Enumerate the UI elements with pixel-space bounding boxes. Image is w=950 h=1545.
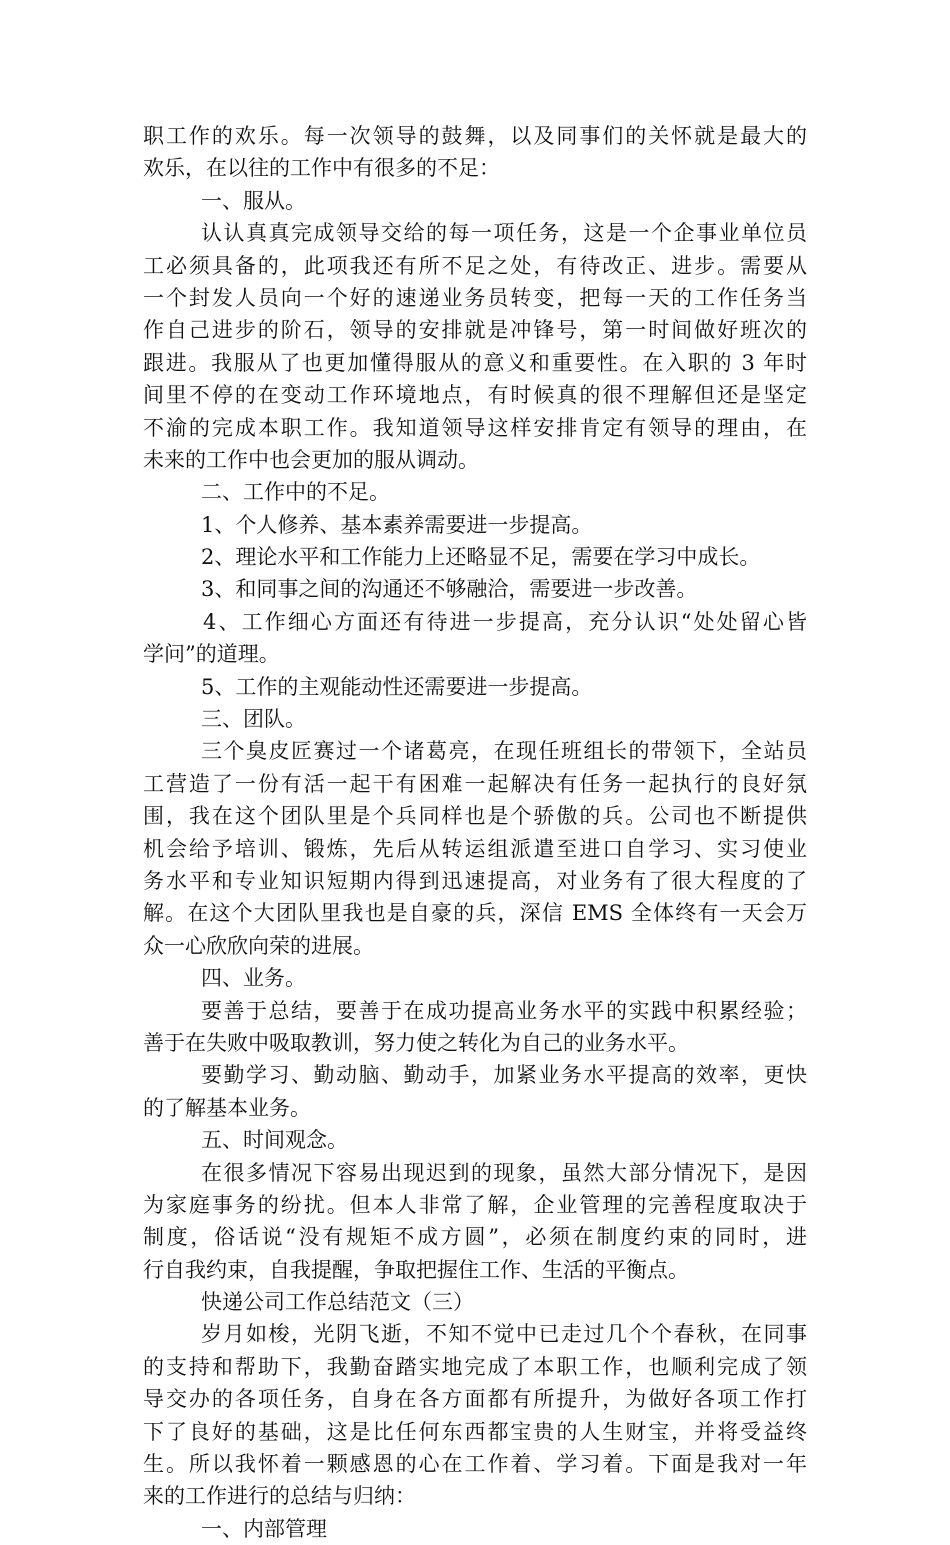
text-line: 岁月如梭，光阴飞逝，不知不觉中已走过几个个春秋，在同事 xyxy=(201,1322,807,1347)
text-line: 三个臭皮匠赛过一个诸葛亮，在现任班组长的带领下，全站员 xyxy=(201,739,807,764)
document-page xyxy=(143,120,807,1545)
text-line: 制度，俗话说“没有规矩不成方圆”，必须在制度约束的同时，进 xyxy=(143,1225,807,1250)
section-heading: 四、业务。 xyxy=(201,966,306,991)
text-line: 解。在这个大团队里我也是自豪的兵，深信 EMS 全体终有一天会万 xyxy=(143,901,807,926)
section-heading: 二、工作中的不足。 xyxy=(201,480,390,505)
section-heading: 一、内部管理 xyxy=(201,1516,327,1541)
text-line: 众一心欣欣向荣的进展。 xyxy=(143,933,374,958)
text-line: 在很多情况下容易出现迟到的现象，虽然大部分情况下，是因 xyxy=(201,1160,807,1185)
text-line: 围，我在这个团队里是个兵同样也是个骄傲的兵。公司也不断提供 xyxy=(143,804,807,829)
text-line: 间里不停的在变动工作环境地点，有时候真的很不理解但还是坚定 xyxy=(143,383,807,408)
text-line: 务水平和专业知识短期内得到迅速提高，对业务有了很大程度的了 xyxy=(143,868,807,893)
text-line: 来的工作进行的总结与归纳： xyxy=(143,1484,416,1509)
text-line: 职工作的欢乐。每一次领导的鼓舞，以及同事们的关怀就是最大的 xyxy=(143,124,807,148)
text-line: 学问”的道理。 xyxy=(143,642,280,667)
text-line: 善于在失败中吸取教训，努力使之转化为自己的业务水平。 xyxy=(143,1030,689,1055)
text-line: 导交办的各项任务，自身在各方面都有所提升，为做好各项工作打 xyxy=(143,1387,807,1412)
text-line: 欢乐，在以往的工作中有很多的不足： xyxy=(143,156,500,181)
list-item: 3、和同事之间的沟通还不够融洽，需要进一步改善。 xyxy=(201,577,698,602)
list-item: 2、理论水平和工作能力上还略显不足，需要在学习中成长。 xyxy=(201,545,761,570)
text-line: 不渝的完成本职工作。我知道领导这样安排肯定有领导的理由，在 xyxy=(143,415,807,440)
text-line: 认认真真完成领导交给的每一项任务，这是一个企事业单位员 xyxy=(201,221,807,246)
text-line: 下了良好的基础，这是比任何东西都宝贵的人生财宝，并将受益终 xyxy=(143,1419,807,1444)
text-line: 一个封发人员向一个好的速递业务员转变，把每一天的工作任务当 xyxy=(143,285,807,310)
text-line: 生。所以我怀着一颗感恩的心在工作着、学习着。下面是我对一年 xyxy=(143,1452,807,1477)
text-line: 要善于总结，要善于在成功提高业务水平的实践中积累经验； xyxy=(201,998,807,1023)
text-line: 要勤学习、勤动脑、勤动手，加紧业务水平提高的效率，更快 xyxy=(201,1063,807,1088)
text-line: 作自己进步的阶石，领导的安排就是冲锋号，第一时间做好班次的 xyxy=(143,318,807,343)
list-item: 1、个人修养、基本素养需要进一步提高。 xyxy=(201,512,593,537)
text-line: 工营造了一份有活一起干有困难一起解决有任务一起执行的良好氛 xyxy=(143,771,807,796)
section-heading: 一、服从。 xyxy=(201,188,306,213)
text-line: 机会给予培训、锻炼，先后从转运组派遣至进口自学习、实习使业 xyxy=(143,836,807,861)
text-line: 未来的工作中也会更加的服从调动。 xyxy=(143,447,479,472)
section-heading: 五、时间观念。 xyxy=(201,1128,348,1153)
text-line: 跟进。我服从了也更加懂得服从的意义和重要性。在入职的 3 年时 xyxy=(143,350,807,375)
text-line: 的支持和帮助下，我勤奋踏实地完成了本职工作，也顺利完成了领 xyxy=(143,1354,807,1379)
text-line: 行自我约束，自我提醒，争取把握住工作、生活的平衡点。 xyxy=(143,1257,689,1282)
text-line: 工必须具备的，此项我还有所不足之处，有待改正、进步。需要从 xyxy=(143,253,807,278)
list-item: 5、工作的主观能动性还需要进一步提高。 xyxy=(201,674,593,699)
text-line: 为家庭事务的纷扰。但本人非常了解，企业管理的完善程度取决于 xyxy=(143,1192,807,1217)
list-item: 4、工作细心方面还有待进一步提高，充分认识“处处留心皆 xyxy=(203,609,807,634)
section-heading: 三、团队。 xyxy=(201,707,306,732)
document-subtitle: 快递公司工作总结范文（三） xyxy=(201,1290,474,1315)
text-line: 的了解基本业务。 xyxy=(143,1095,311,1120)
